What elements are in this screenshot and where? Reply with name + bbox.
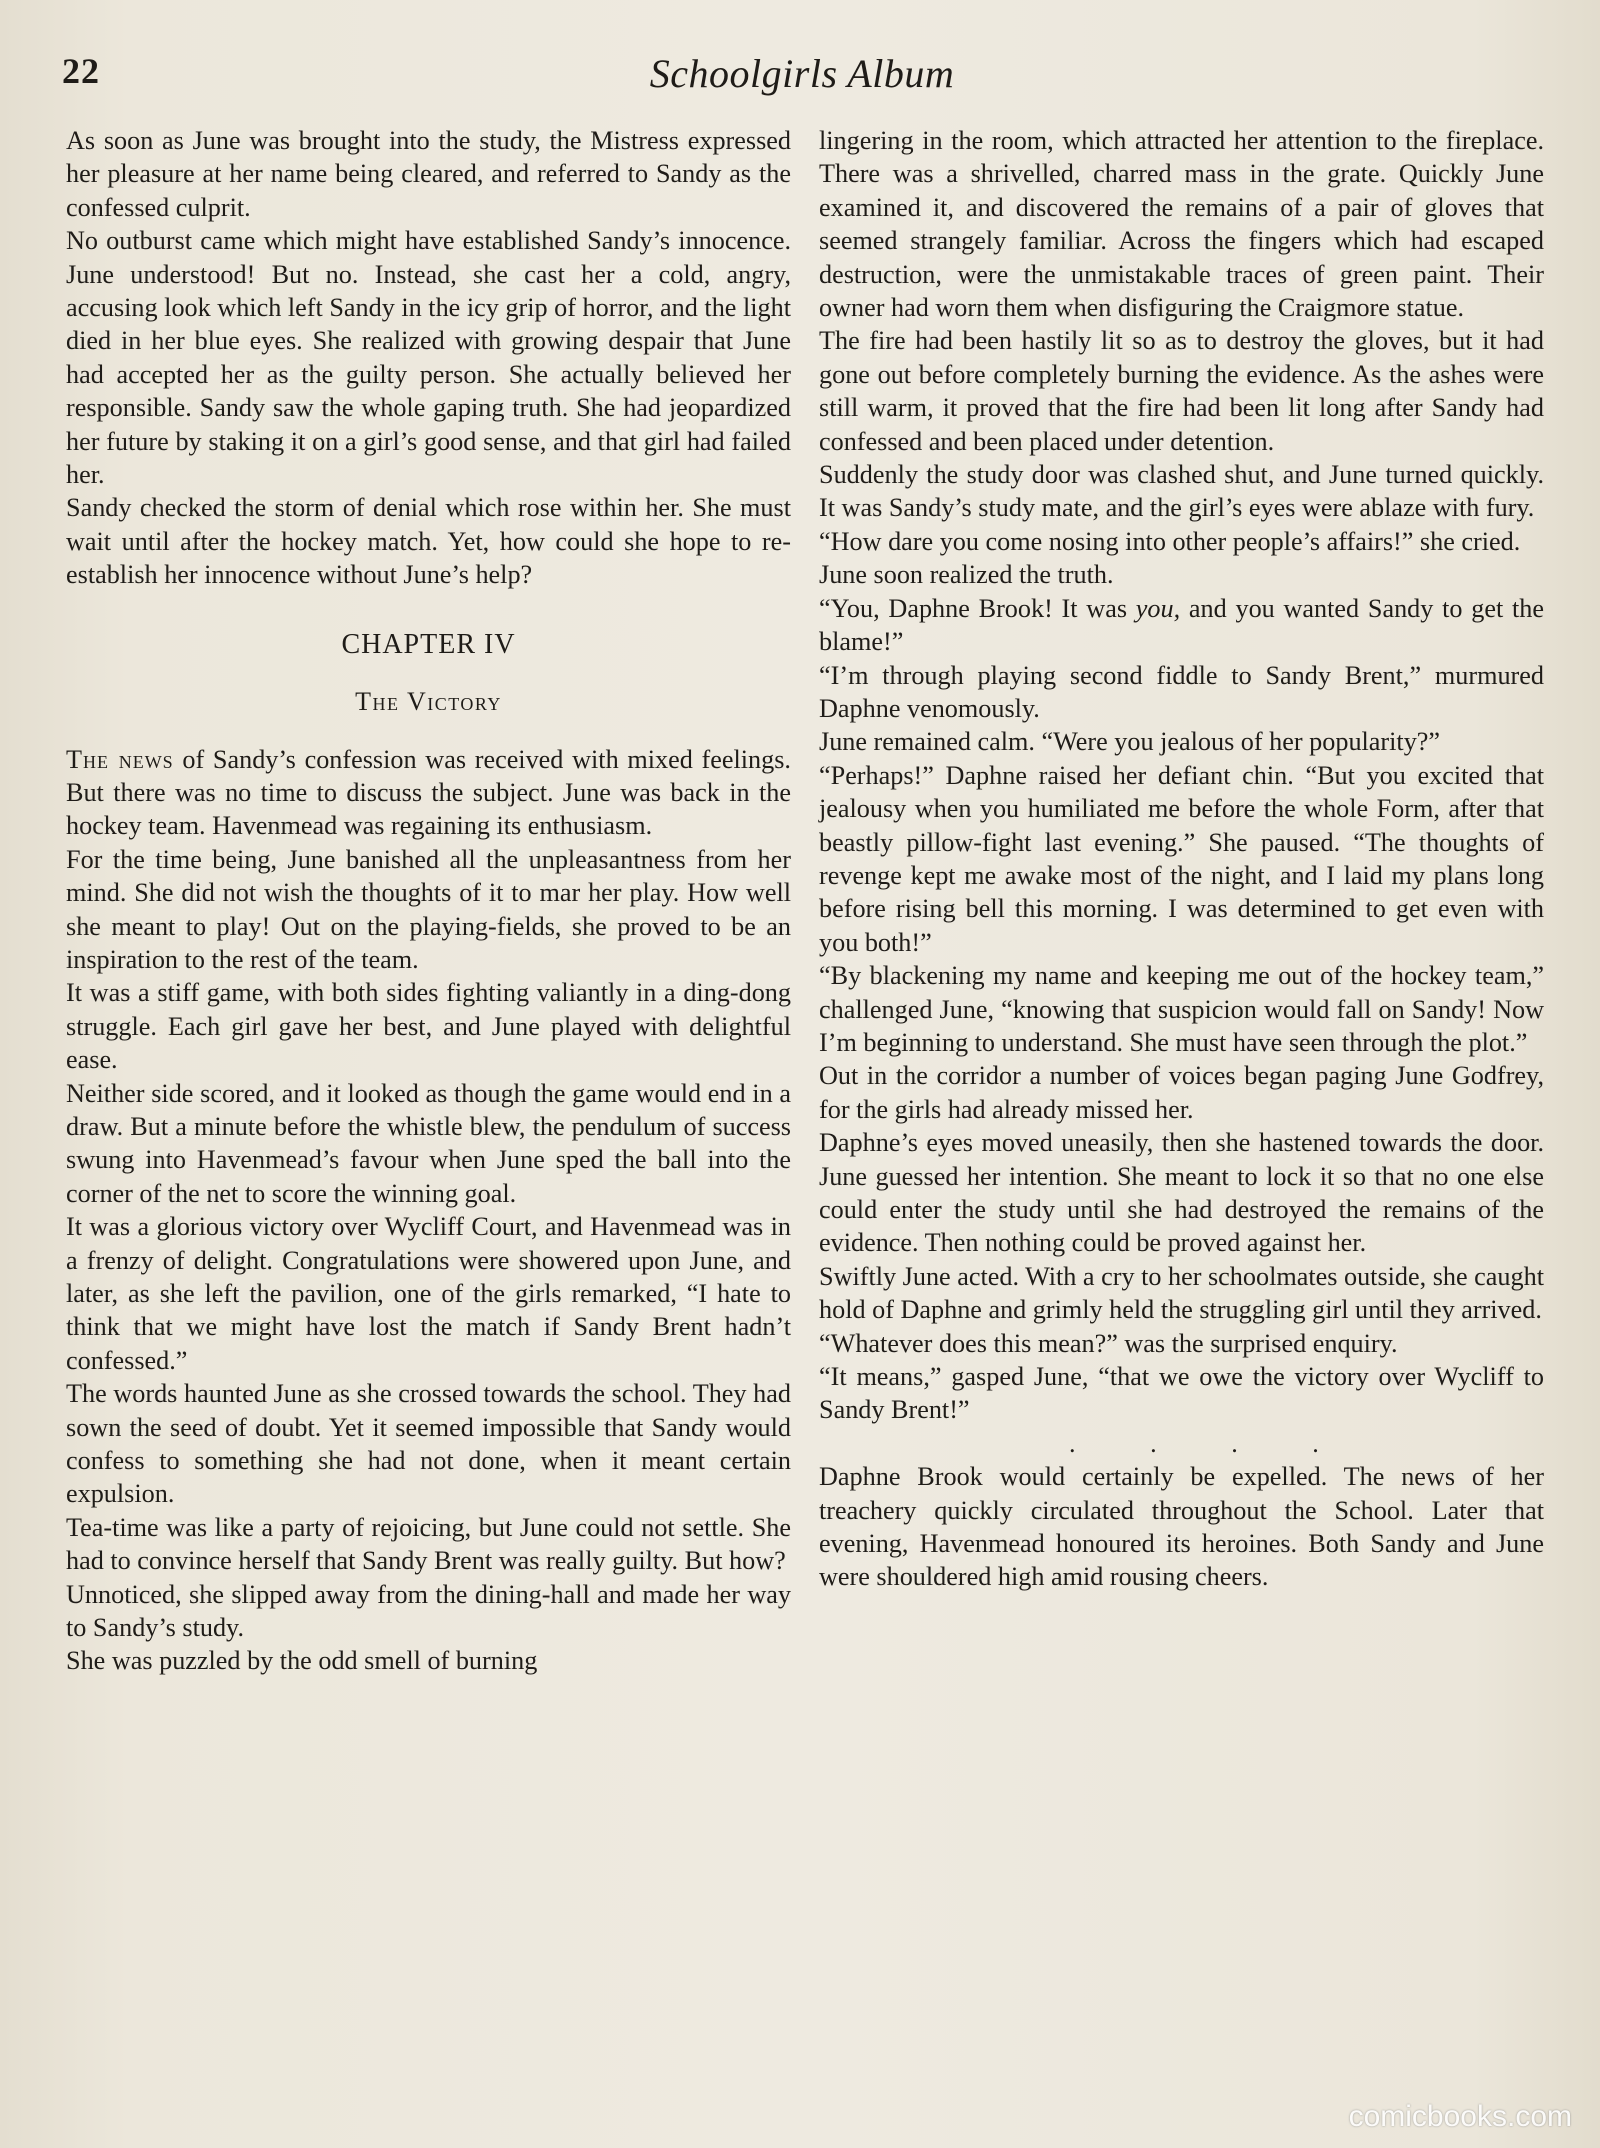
paragraph: The fire had been hastily lit so as to destroy the gloves, but it had gone out before completely burning the evidence. As the ashes were still warm, it proved that the fire had been lit long after Sandy had confessed and been placed under detention. xyxy=(819,326,1544,456)
paragraph: Unnoticed, she slipped away from the dining-hall and made her way to Sandy’s study. xyxy=(66,1579,791,1643)
left-column xyxy=(66,124,791,1678)
paragraph: “It means,” gasped June, “that we owe the victory over Wycliff to Sandy Brent!” xyxy=(819,1362,1544,1425)
paragraph: “Perhaps!” Daphne raised her defiant chin. “But you excited that jealousy when you humiliated me before the whole Form, after that beastly pillow-fight last evening.” She paused. “The thoughts of revenge kept me awake most of the night, and I laid my plans long before rising bell this morning. I was determined to get even with you both!” xyxy=(819,760,1544,957)
paragraph: As soon as June was brought into the study, the Mistress expressed her pleasure at her name being cleared, and referred to Sandy as the confessed culprit. xyxy=(66,126,791,222)
watermark: comicbooks.com xyxy=(1348,2100,1572,2133)
paragraph: “I’m through playing second fiddle to Sandy Brent,” murmured Daphne venomously. xyxy=(819,660,1544,723)
paragraph: Sandy checked the storm of denial which rose within her. She must wait until after the hockey match. Yet, how could she hope to re-establish her innocence without June’s help? xyxy=(66,493,791,590)
paragraph: June soon realized the truth. xyxy=(819,560,1114,590)
paragraph: Daphne’s eyes moved uneasily, then she hastened towards the door. June guessed her intention. She meant to lock it so that no one else could enter the study until she had destroyed the remains of the evidence. Then nothing could be proved against her. xyxy=(819,1128,1544,1258)
paragraph: Daphne Brook would certainly be expelled. The news of her treachery quickly circulated throughout the School. Later that evening, Havenmead honoured its heroines. Both Sandy and June were shouldered high amid rousing cheers. xyxy=(819,1462,1544,1592)
paragraph: She was puzzled by the odd smell of burning xyxy=(66,1646,538,1676)
paragraph-text: of Sandy’s confession was received with mixed feelings. But there was no time to discuss the subject. June was back in the hockey team. Havenmead was regaining its enthusiasm. xyxy=(66,744,791,841)
paragraph: For the time being, June banished all the unpleasantness from her mind. She did not wish the thoughts of it to mar her play. How well she meant to play! Out on the playing-fields, she proved to be an inspiration to the rest of the team. xyxy=(66,844,791,974)
chapter-heading: CHAPTER IV xyxy=(341,628,516,660)
paragraph-text: “You, Daphne Brook! It was xyxy=(819,593,1136,623)
section-break-dots: . . . . xyxy=(1069,1428,1353,1458)
paragraph: Suddenly the study door was clashed shut, and June turned quickly. It was Sandy’s study mate, and the girl’s eyes were ablaze with fury. xyxy=(819,460,1544,523)
paragraph-text: and you wanted Sandy to get the blame!” xyxy=(819,593,1544,657)
paragraph: Neither side scored, and it looked as though the game would end in a draw. But a minute before the whistle blew, the pendulum of success swung into Havenmead’s favour when June sped the ball into the corner of the net to score the winning goal. xyxy=(66,1078,791,1208)
running-title: Schoolgirls Album xyxy=(649,51,955,96)
paragraph: “How dare you come nosing into other people’s affairs!” she cried. xyxy=(819,526,1521,556)
paragraph xyxy=(66,743,791,843)
paragraph: June remained calm. “Were you jealous of her popularity?” xyxy=(819,727,1441,757)
paragraph: The words haunted June as she crossed towards the school. They had sown the seed of doubt. Yet it seemed impossible that Sandy would confess to something she had not done, when it meant certain expulsion. xyxy=(66,1379,791,1509)
emphasis: you, xyxy=(1135,593,1181,623)
paragraph: It was a stiff game, with both sides fighting valiantly in a ding-dong struggle. Each girl gave her best, and June played with delightful ease. xyxy=(66,978,791,1075)
chapter-title: The Victory xyxy=(355,687,502,717)
paragraph: Tea-time was like a party of rejoicing, but June could not settle. She had to convince herself that Sandy Brent was really guilty. But how? xyxy=(66,1512,791,1576)
paragraph: lingering in the room, which attracted her attention to the fireplace. There was a shrivelled, charred mass in the grate. Quickly June examined it, and discovered the remains of a pair of gloves that seemed strangely familiar. Across the fingers which had escaped destruction, were the unmistakable traces of green paint. Their owner had worn them when disfiguring the Craigmore statue. xyxy=(819,126,1544,323)
paragraph: Out in the corridor a number of voices began paging June Godfrey, for the girls had already missed her. xyxy=(819,1061,1544,1124)
page-header xyxy=(62,50,1542,98)
page-number: 22 xyxy=(62,51,100,91)
paragraph: No outburst came which might have established Sandy’s innocence. June understood! But no. Instead, she cast her a cold, angry, accusing look which left Sandy in the icy grip of horror, and the light died in her blue eyes. She realized with growing despair that June had accepted her as the guilty person. She actually believed her responsible. Sandy saw the whole gaping truth. She had jeopardized her future by staking it on a girl’s good sense, and that girl had failed her. xyxy=(66,226,791,490)
paragraph xyxy=(819,592,1544,659)
paragraph: “By blackening my name and keeping me out of the hockey team,” challenged June, “knowing that suspicion would fall on Sandy! Now I’m beginning to understand. She must have seen through the plot.” xyxy=(819,961,1544,1057)
paragraph: Swiftly June acted. With a cry to her schoolmates outside, she caught hold of Daphne and grimly held the struggling girl until they arrived. xyxy=(819,1261,1544,1325)
lead-caps: The news xyxy=(66,744,174,774)
right-column xyxy=(819,124,1544,1594)
paragraph: “Whatever does this mean?” was the surprised enquiry. xyxy=(819,1328,1398,1358)
paragraph: It was a glorious victory over Wycliff Court, and Havenmead was in a frenzy of delight. Congratulations were showered upon June, and later, as she left the pavilion, one of the girls remarked, “I hate to think that we might have lost the match if Sandy Brent hadn’t confessed.” xyxy=(66,1212,791,1375)
